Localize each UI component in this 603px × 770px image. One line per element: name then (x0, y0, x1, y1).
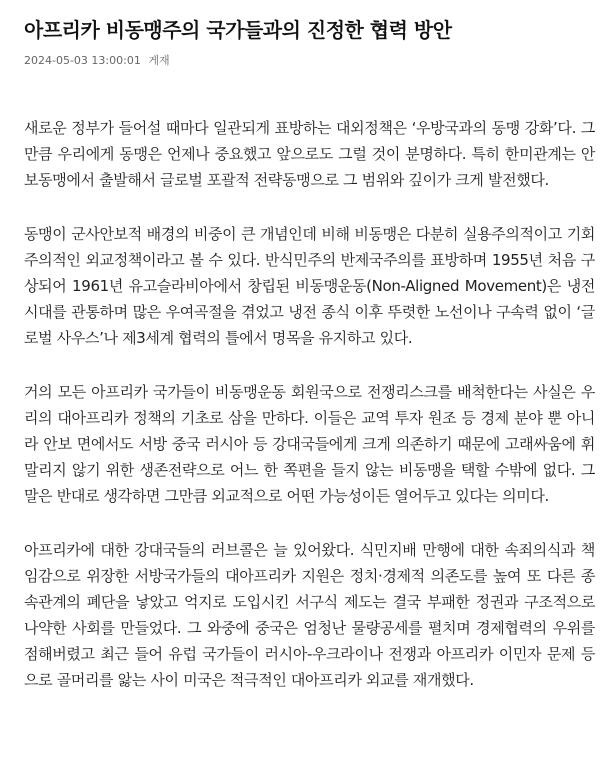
article-title: 아프리카 비동맹주의 국가들과의 진정한 협력 방안 (24, 18, 452, 42)
article-body (24, 115, 595, 693)
body-paragraph: 아프리카에 대한 강대국들의 러브콜은 늘 있어왔다. 식민지배 만행에 대한 속죄의식과 책임감으로 위장한 서방국가들의 대아프리카 지원은 정치·경제적 의존도를 높여 또 다른 종속관계의 폐단을 낳았고 억지로 도입시킨 서구식 제도는 결국 부패한 정권과 구조적으로 나약한 사회를 만들었다. 그 와중에 중국은 엄청난 물량공세를 펼치며 경제협력의 우위를 점해버렸고 최근 들어 유럽 국가들이 러시아-우크라이나 전쟁과 아프리카 이민자 문제 등으로 골머리를 앓는 사이 미국은 적극적인 대아프리카 외교를 재개했다. (24, 541, 595, 689)
article-meta (24, 53, 595, 69)
body-paragraph: 동맹이 군사안보적 배경의 비중이 큰 개념인데 비해 비동맹은 다분히 실용주의적이고 기회주의적인 외교정책이라고 볼 수 있다. 반식민주의 반제국주의를 표방하며 1955년 처음 구상되어 1961년 유고슬라비아에서 창립된 비동맹운동(Non-Aligned Movement)은 냉전시대를 관통하며 많은 우여곡절을 겪었고 냉전 종식 이후 뚜렷한 노선이나 구속력 없이 ‘글로벌 사우스’나 제3세계 협력의 틀에서 명목을 유지하고 있다. (24, 225, 595, 347)
body-paragraph: 새로운 정부가 들어설 때마다 일관되게 표방하는 대외정책은 ‘우방국과의 동맹 강화’다. 그만큼 우리에게 동맹은 언제나 중요했고 앞으로도 그럴 것이 분명하다. 특히 한미관계는 안보동맹에서 출발해서 글로벌 포괄적 전략동맹으로 그 범위와 깊이가 크게 발전했다. (24, 119, 595, 189)
publish-date: 2024-05-03 13:00:01 (24, 54, 141, 67)
body-paragraph: 거의 모든 아프리카 국가들이 비동맹운동 회원국으로 전쟁리스크를 배척한다는 사실은 우리의 대아프리카 정책의 기초로 삼을 만하다. 이들은 교역 투자 원조 등 경제 분야 뿐 아니라 안보 면에서도 서방 중국 러시아 등 강대국들에게 크게 의존하기 때문에 고래싸움에 휘말리지 않기 위한 생존전략으로 어느 한 쪽편을 들지 않는 비동맹을 택할 수밖에 없다. 그 말은 반대로 생각하면 그만큼 외교적으로 어떤 가능성이든 열어두고 있다는 의미다. (24, 383, 595, 505)
published-label: 게재 (148, 54, 170, 67)
